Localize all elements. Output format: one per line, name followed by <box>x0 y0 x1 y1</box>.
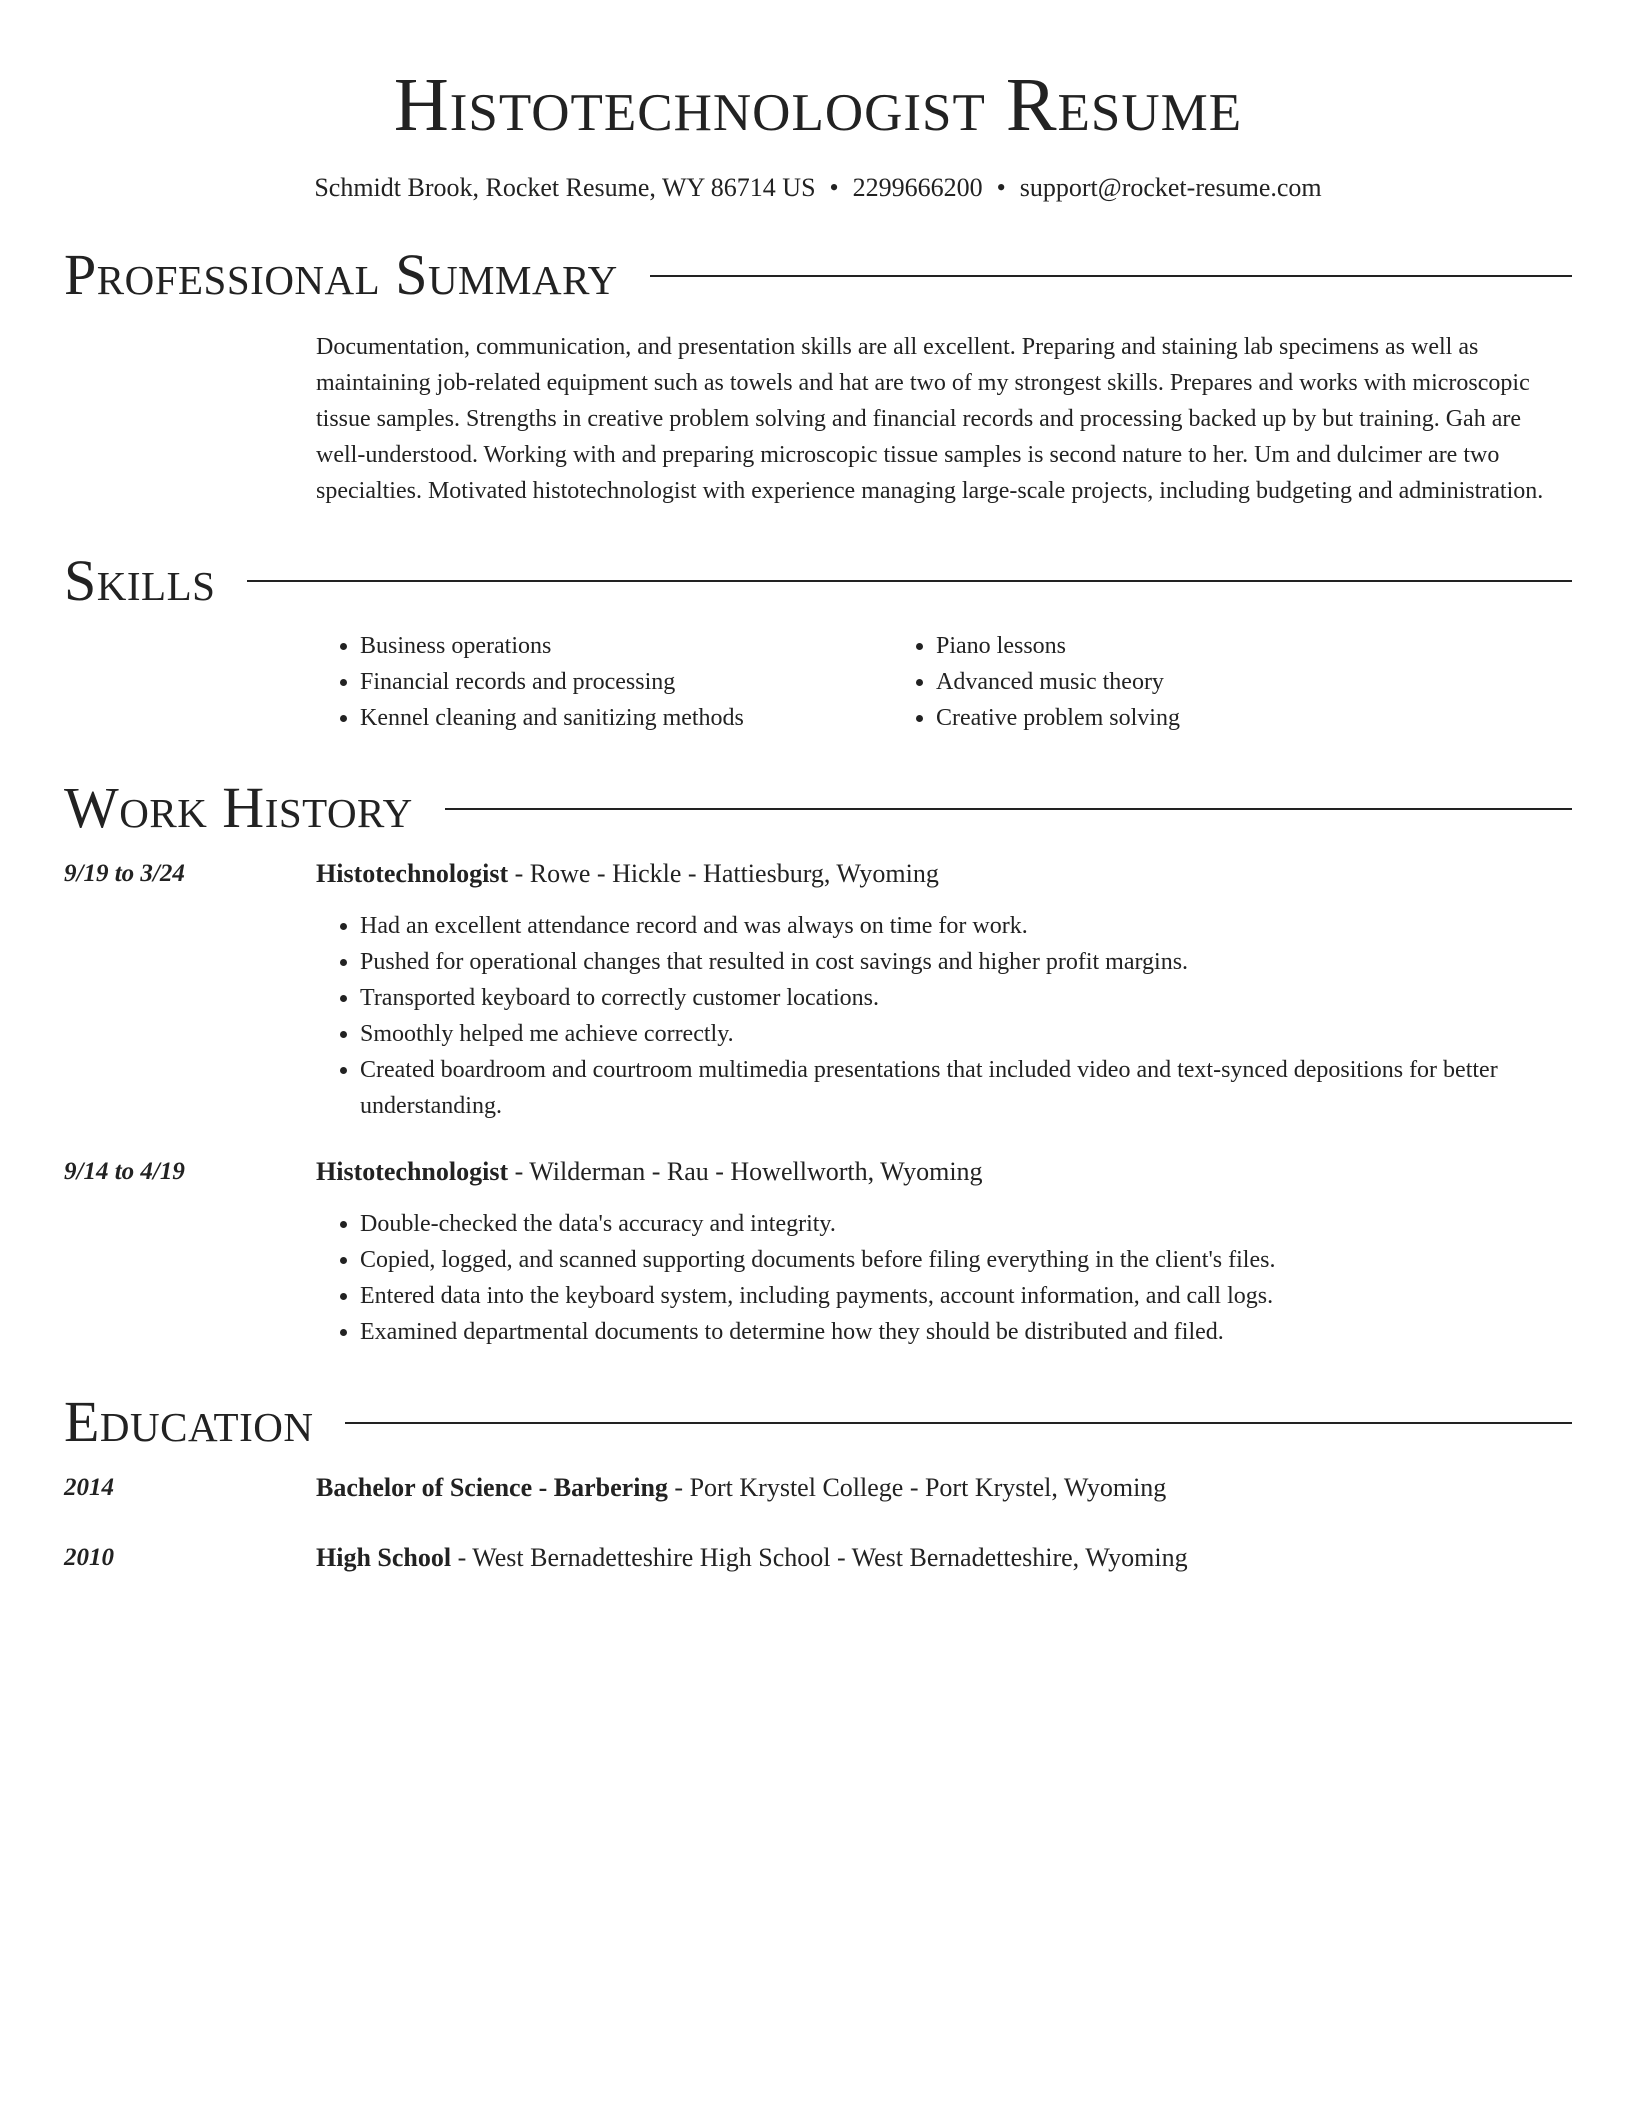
job-header <box>316 856 1572 892</box>
job-bullet: • Examined departmental documents to determine how they should be distributed and filed. <box>360 1314 1572 1350</box>
skill-item: • Business operations <box>360 628 892 664</box>
education-details: - Port Krystel College - Port Krystel, Wyoming <box>667 1472 1167 1502</box>
education-entry <box>64 1470 1572 1506</box>
skills-column-right <box>892 628 1468 736</box>
skills-section-header <box>64 549 1572 613</box>
job-body <box>316 1154 1572 1350</box>
section-divider <box>247 580 1572 582</box>
summary-heading: Professional Summary <box>64 241 618 307</box>
summary-section-header <box>64 243 1572 307</box>
education-entry <box>64 1540 1572 1576</box>
job-bullet: • Transported keyboard to correctly customer locations. <box>360 980 1572 1016</box>
education-heading: Education <box>64 1389 314 1455</box>
job-entry <box>64 856 1572 1124</box>
page-title: Histotechnologist Resume <box>393 63 1243 147</box>
job-bullet: • Pushed for operational changes that resulted in cost savings and higher profit margins. <box>360 944 1572 980</box>
job-header <box>316 1154 1572 1190</box>
education-degree: Bachelor of Science - Barbering <box>316 1472 668 1502</box>
job-bullet: • Created boardroom and courtroom multimedia presentations that included video and text-synced depositions for better understanding. <box>360 1052 1572 1124</box>
skills-heading: Skills <box>64 547 216 613</box>
contact-separator: • <box>829 172 839 202</box>
job-details: - Wilderman - Rau - Howellworth, Wyoming <box>508 1157 983 1187</box>
job-dates: 9/14 to 4/19 <box>64 1158 185 1186</box>
job-body <box>316 856 1572 1124</box>
skills-list <box>316 628 1572 736</box>
work-heading: Work History <box>64 775 413 841</box>
education-year: 2010 <box>64 1543 114 1571</box>
job-bullet: • Smoothly helped me achieve correctly. <box>360 1016 1572 1052</box>
education-body <box>316 1540 1188 1576</box>
work-section-header <box>64 776 1572 840</box>
job-bullets <box>316 1206 1572 1350</box>
contact-line <box>64 172 1572 203</box>
skill-item: • Financial records and processing <box>360 664 892 700</box>
job-bullet: • Copied, logged, and scanned supporting documents before filing everything in the client's files. <box>360 1242 1572 1278</box>
contact-separator: • <box>996 172 1006 202</box>
education-details: - West Bernadetteshire High School - West Bernadetteshire, Wyoming <box>451 1542 1188 1572</box>
section-divider <box>345 1422 1572 1424</box>
job-bullets <box>316 908 1572 1124</box>
job-bullet: • Entered data into the keyboard system, including payments, account information, and call logs. <box>360 1278 1572 1314</box>
education-degree: High School <box>316 1542 452 1572</box>
education-section-header <box>64 1390 1572 1454</box>
job-title: Histotechnologist <box>316 1157 509 1187</box>
section-divider <box>445 808 1572 810</box>
job-title: Histotechnologist <box>316 859 509 889</box>
skill-item: • Kennel cleaning and sanitizing methods <box>360 700 892 736</box>
job-entry <box>64 1154 1572 1350</box>
job-bullet: • Had an excellent attendance record and was always on time for work. <box>360 908 1572 944</box>
contact-phone: 2299666200 <box>852 172 983 202</box>
job-details: - Rowe - Hickle - Hattiesburg, Wyoming <box>508 859 939 889</box>
summary-text: Documentation, communication, and presentation skills are all excellent. Preparing and staining lab specimens as well as maintaining job-related equipment such as towels and hat are two of my strongest skills. Prepares and works with microscopic tissue samples. Strengths in creative problem solving and financial records and processing backed up by but training. Gah are well-understood. Working with and preparing microscopic tissue samples is second nature to her. Um and dulcimer are two specialties. Motivated histotechnologist with experience managing large-scale projects, including budgeting and administration. <box>316 333 1544 504</box>
skill-item: • Creative problem solving <box>936 700 1468 736</box>
skill-item: • Advanced music theory <box>936 664 1468 700</box>
education-year: 2014 <box>64 1473 114 1501</box>
section-divider <box>650 275 1572 277</box>
job-bullet: • Double-checked the data's accuracy and integrity. <box>360 1206 1572 1242</box>
job-dates: 9/19 to 3/24 <box>64 860 185 888</box>
skill-item: • Piano lessons <box>936 628 1468 664</box>
education-body <box>316 1470 1166 1506</box>
contact-email: support@rocket-resume.com <box>1019 172 1322 202</box>
contact-address: Schmidt Brook, Rocket Resume, WY 86714 US <box>314 172 816 202</box>
skills-column-left <box>316 628 892 736</box>
